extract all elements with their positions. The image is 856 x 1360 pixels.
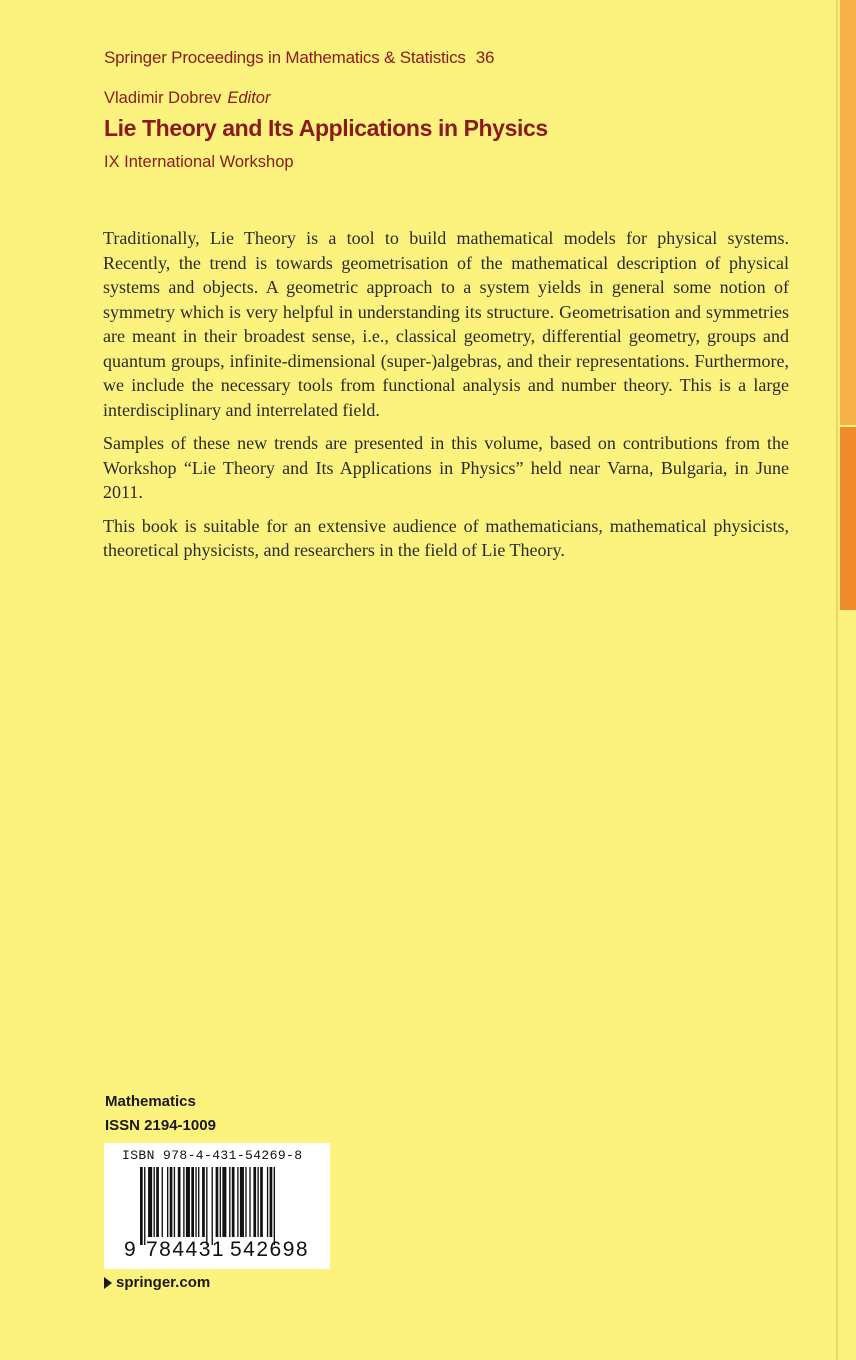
barcode-bar <box>222 1167 226 1237</box>
blurb-paragraph-3: This book is suitable for an extensive audience of mathematicians, mathematical physicists, theoretical physicists, and researchers in the field of Lie Theory. <box>103 515 789 560</box>
isbn-label: ISBN 978-4-431-54269-8 <box>122 1148 303 1163</box>
barcode-bar <box>253 1167 256 1237</box>
series-volume: 36 <box>475 48 495 67</box>
barcode-bar <box>156 1167 159 1237</box>
spine-stripe-light <box>840 0 856 425</box>
ean-right-group: 542698 <box>230 1238 310 1261</box>
spine-stripe-dark <box>840 427 856 610</box>
barcode-bar <box>191 1167 194 1237</box>
barcode-bar <box>257 1167 258 1237</box>
editor-name: Vladimir Dobrev <box>104 89 222 107</box>
editor-line <box>104 89 270 108</box>
barcode-bar <box>240 1167 244 1237</box>
book-subtitle: IX International Workshop <box>104 153 294 171</box>
barcode-bar <box>274 1167 275 1245</box>
barcode-bar <box>206 1167 207 1245</box>
barcode-bar <box>162 1167 163 1237</box>
barcode-bar <box>267 1167 268 1237</box>
barcode-bar <box>220 1167 221 1237</box>
book-title: Lie Theory and Its Applications in Physics <box>104 115 548 141</box>
series-title <box>104 48 494 68</box>
subject-label: Mathematics <box>105 1093 196 1110</box>
barcode-bar <box>140 1167 143 1245</box>
barcode-bar <box>178 1167 181 1237</box>
blurb <box>103 226 789 572</box>
blurb-paragraph-2: Samples of these new trends are presented in this volume, based on contributions from the Workshop “Lie Theory and Its Applications in Physics” held near Varna, Bulgaria, in June 2011. <box>103 433 789 502</box>
blurb-paragraph-1: Traditionally, Lie Theory is a tool to build mathematical models for physical systems. Recently, the trend is towards geometrisation of the mathematical description of physical systems and objects. A geometric approach to a system yields in general some notion of symmetry which is very helpful in understanding its structure. Geometrisation and symmetries are meant in their broadest sense, i.e., classical geometry, differential geometry, groups and quantum groups, infinite-dimensional (super-)algebras, and their representations. Furthermore, we include the necessary tools from functional analysis and number theory. This is a large interdisciplinary and interrelated field. <box>103 228 789 420</box>
barcode-bar <box>186 1167 190 1237</box>
barcode <box>104 1143 330 1269</box>
barcode-bar <box>198 1167 199 1237</box>
barcode-bar <box>237 1167 238 1237</box>
ean-first-digit: 9 <box>124 1238 136 1261</box>
website-text: springer.com <box>116 1274 211 1291</box>
barcode-bar <box>270 1167 273 1237</box>
barcode-bar <box>245 1167 246 1237</box>
barcode-bar <box>195 1167 196 1237</box>
arrow-right-icon <box>104 1277 112 1289</box>
editor-role: Editor <box>227 89 271 107</box>
barcode-bar <box>174 1167 175 1237</box>
website-link[interactable] <box>104 1274 210 1291</box>
spine-stripe-base <box>840 610 856 1360</box>
barcode-bars <box>140 1167 312 1245</box>
barcode-bar <box>260 1167 263 1237</box>
barcode-bar <box>144 1167 145 1245</box>
barcode-bar <box>249 1167 250 1237</box>
ean-left-group: 784431 <box>146 1238 226 1261</box>
barcode-bar <box>216 1167 219 1237</box>
barcode-bar <box>183 1167 184 1237</box>
issn-label: ISSN 2194-1009 <box>105 1117 216 1134</box>
barcode-bar <box>167 1167 168 1237</box>
series-name: Springer Proceedings in Mathematics & Statistics <box>104 48 466 67</box>
spine-edge <box>836 0 838 1360</box>
barcode-bar <box>154 1167 155 1237</box>
barcode-bar <box>232 1167 235 1237</box>
barcode-bar <box>202 1167 205 1237</box>
barcode-bar <box>170 1167 173 1237</box>
barcode-bar <box>229 1167 230 1237</box>
barcode-bar <box>212 1167 213 1245</box>
barcode-bar <box>148 1167 152 1237</box>
